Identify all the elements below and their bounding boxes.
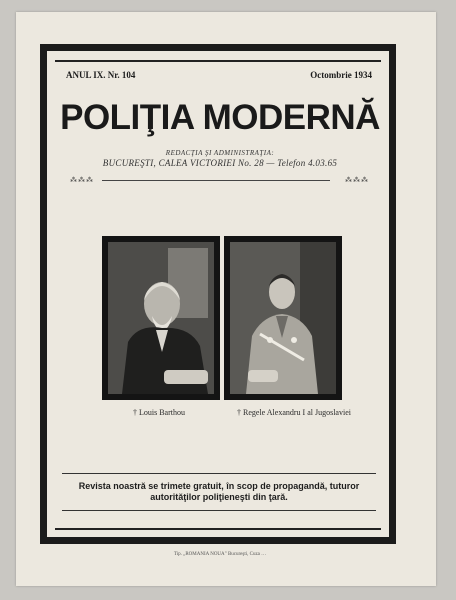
ornament-left: ⁂⁂⁂ — [70, 176, 94, 184]
distribution-notice: Revista noastră se trimete gratuit, în scop de propagandă, tuturor autorităţilor poliţieneşti din ţară. — [78, 481, 360, 502]
notice-rule-bottom — [62, 510, 376, 511]
masthead-rule — [102, 180, 330, 181]
portrait-barthou — [108, 242, 214, 394]
portrait-alexandru — [230, 242, 336, 394]
issue-date: Octombrie 1934 — [310, 70, 372, 80]
printer-imprint: Tip. „ROMANIA NOUA" Bucureşti, Cuza … — [173, 552, 267, 557]
issue-volume: ANUL IX. Nr. 104 — [66, 70, 136, 80]
portrait-photo-right — [224, 236, 342, 400]
notice-rule-top — [62, 473, 376, 474]
issue-meta — [66, 70, 372, 80]
ornament-right: ⁂⁂⁂ — [345, 176, 369, 184]
magazine-title: POLIŢIA MODERNĂ — [60, 98, 380, 137]
caption-right: † Regele Alexandru I al Jugoslaviei — [237, 408, 351, 417]
masthead-address: BUCUREŞTI, CALEA VICTORIEI No. 28 — Telefon 4.03.65 — [102, 158, 338, 168]
portrait-photo-left — [102, 236, 220, 400]
caption-left: † Louis Barthou — [133, 408, 185, 417]
masthead-subtitle: REDACŢIA ŞI ADMINISTRAŢIA: — [165, 149, 275, 157]
